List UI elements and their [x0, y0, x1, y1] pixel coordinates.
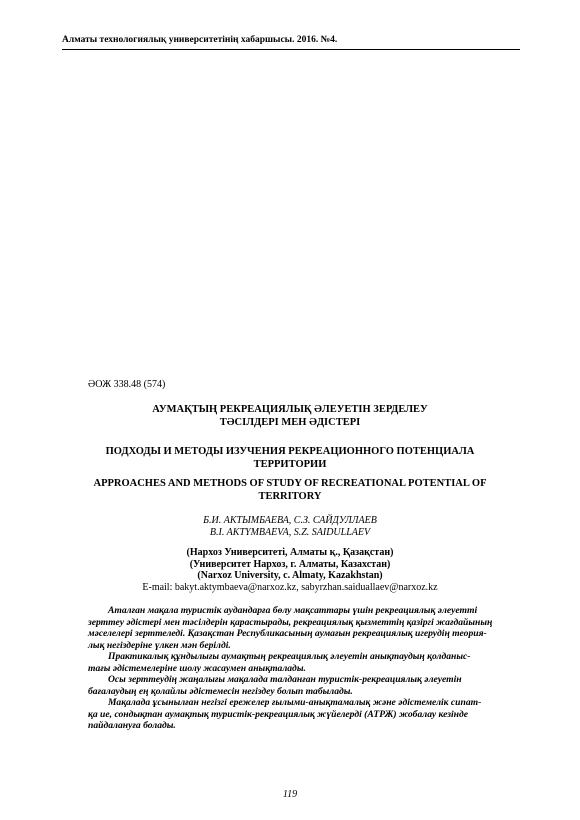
- title-english: [80, 478, 500, 503]
- running-head: Алматы технологиялық университетінің хабаршысы. 2016. №4.: [62, 35, 338, 45]
- abstract-line: лық негіздеріне үлкен мән берілді.: [88, 639, 231, 651]
- title-russian-line: ТЕРРИТОРИИ: [253, 458, 327, 470]
- title-english-line: APPROACHES AND METHODS OF STUDY OF RECREATIONAL POTENTIAL OF: [93, 478, 487, 489]
- abstract-line: Мақалада ұсынылған негізгі ережелер ғылыми-анықтамалық және әдістемелік сипат-: [108, 697, 482, 708]
- abstract-line: Практикалық құндылығы аумақтың рекреациялық әлеуетін анықтаудың қолданыс-: [108, 651, 471, 662]
- title-english-line: TERRITORY: [258, 490, 322, 502]
- author-email: E-mail: bakyt.aktymbaeva@narxoz.kz, sabyrzhan.saiduallaev@narxoz.kz: [142, 581, 438, 593]
- header-rule: [62, 49, 520, 50]
- abstract: [88, 605, 508, 732]
- authors-latin: B.I. AKTYMBAEVA, S.Z. SAIDULLAEV: [209, 526, 371, 538]
- abstract-line: Осы зерттеудің жаңалығы мақалада талданған туристік-рекреациялық әлеуетін: [108, 674, 462, 685]
- abstract-line: бағалаудың ең қолайлы әдістемесін негіздеу болып табылады.: [88, 685, 353, 697]
- title-russian-line: ПОДХОДЫ И МЕТОДЫ ИЗУЧЕНИЯ РЕКРЕАЦИОННОГО ПОТЕНЦИАЛА: [105, 446, 475, 457]
- authors: [80, 515, 500, 538]
- title-kazakh-line: ТӘСІЛДЕРІ МЕН ӘДІСТЕРІ: [219, 416, 361, 428]
- udc-code: ӘОЖ 338.48 (574): [88, 379, 166, 390]
- abstract-line: Аталған мақала туристік аудандарға бөлу мақсаттары үшін рекреациялық әлеуетті: [108, 605, 478, 616]
- affiliation-russian: (Университет Нархоз, г. Алматы, Казахстан): [189, 558, 391, 570]
- affiliations: [80, 547, 500, 593]
- authors-cyrillic: Б.И. АКТЫМБАЕВА, С.З. САЙДУЛЛАЕВ: [203, 515, 377, 526]
- page-number: 119: [282, 789, 298, 800]
- title-russian: [80, 446, 500, 471]
- affiliation-kazakh: (Нархоз Университеті, Алматы қ., Қазақстан): [186, 547, 394, 558]
- title-kazakh: [80, 404, 500, 429]
- abstract-line: мәселелері зерттеледі. Қазақстан Республикасының аумағын рекреациялық игерудің теория-: [88, 628, 487, 639]
- title-kazakh-line: АУМАҚТЫҢ РЕКРЕАЦИЯЛЫҚ ӘЛЕУЕТІН ЗЕРДЕЛЕУ: [152, 404, 428, 415]
- abstract-line: тағы әдістемелеріне шолу жасаумен анықталады.: [88, 662, 306, 674]
- abstract-line: пайдалануға болады.: [88, 720, 176, 731]
- abstract-line: қа ие, сондықтан аумақтық туристік-рекреациялық жүйелерді (АТРЖ) жобалау кезінде: [88, 708, 468, 720]
- affiliation-english: (Narxoz University, c. Almaty, Kazakhstan): [197, 570, 383, 581]
- abstract-line: зерттеу әдістері мен тәсілдерін қарастырады, рекреациялық қызметтің қазіргі жағдайының: [88, 616, 493, 628]
